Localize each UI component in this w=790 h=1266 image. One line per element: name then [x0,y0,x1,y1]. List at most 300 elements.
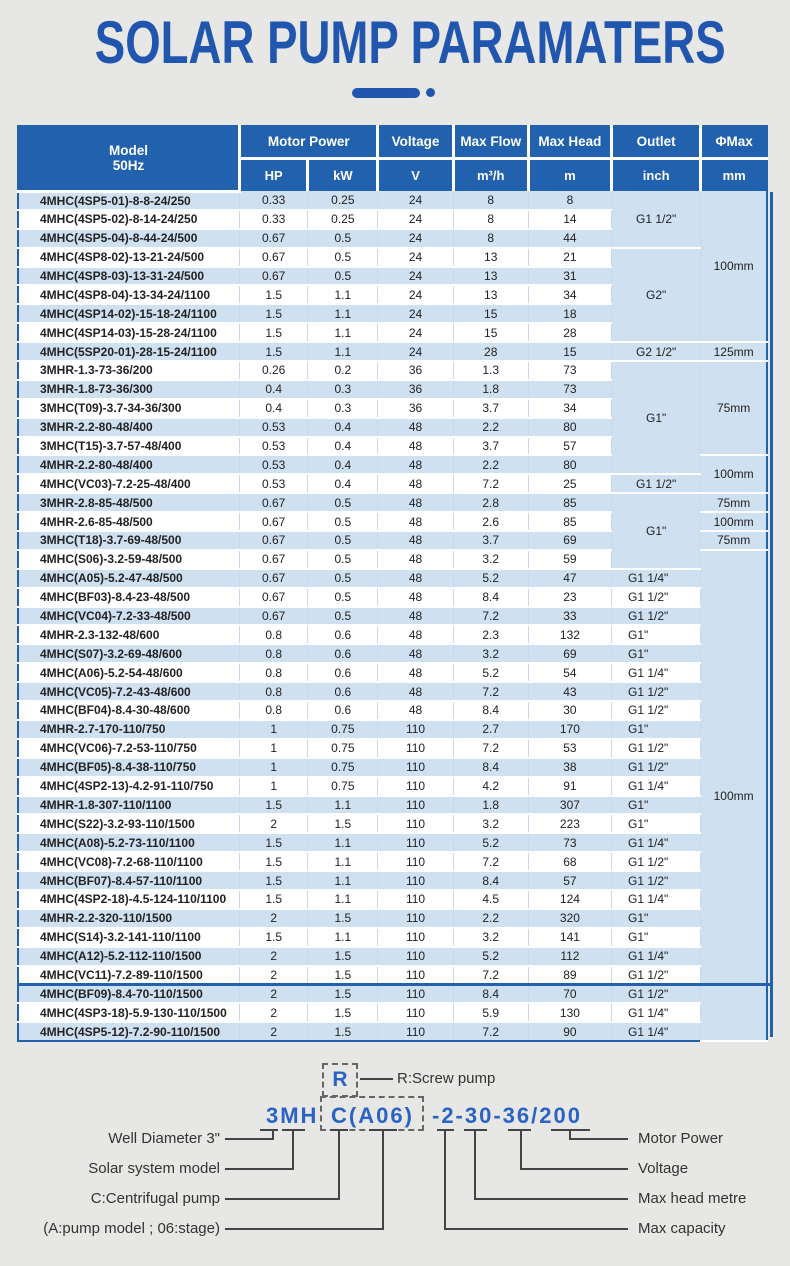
value-cell: 89 [528,966,611,985]
value-cell: 14 [528,210,611,229]
value-cell: 34 [528,399,611,418]
table-row [18,984,767,1003]
value-cell: 1.5 [308,1022,378,1041]
value-cell: 4.5 [453,890,528,909]
value-cell: 8 [528,191,611,210]
value-cell: 73 [528,380,611,399]
value-cell: 112 [528,947,611,966]
value-cell: 110 [378,928,453,947]
model-cell: 4MHC(VC05)-7.2-43-48/600 [18,682,240,701]
connector-line [225,1198,340,1200]
value-cell: 43 [528,682,611,701]
table-row [18,625,767,644]
value-cell: 0.75 [308,777,378,796]
outlet-cell: G1 1/4" [612,1022,701,1041]
value-cell: 0.67 [240,248,308,267]
value-cell: 8.4 [453,984,528,1003]
value-cell: 1.5 [240,852,308,871]
value-cell: 2.2 [453,455,528,474]
value-cell: 2.2 [453,418,528,437]
value-cell: 25 [528,474,611,493]
model-cell: 3MHR-2.2-80-48/400 [18,418,240,437]
legend-label-max-capacity: Max capacity [638,1220,726,1237]
value-cell: 7.2 [453,607,528,626]
model-cell: 4MHC(5SP20-01)-28-15-24/1100 [18,342,240,361]
model-cell: 4MHC(4SP8-02)-13-21-24/500 [18,248,240,267]
value-cell: 2 [240,1003,308,1022]
outlet-cell: G1 1/2" [612,474,701,493]
outlet-cell: G2" [612,248,701,342]
value-cell: 48 [378,437,453,456]
value-cell: 24 [378,304,453,323]
value-cell: 1.5 [240,304,308,323]
model-cell: 4MHC(VC03)-7.2-25-48/400 [18,474,240,493]
model-cell: 4MHC(4SP14-03)-15-28-24/1100 [18,323,240,342]
outlet-cell: G1" [612,625,701,644]
value-cell: 24 [378,342,453,361]
table-row [18,607,767,626]
value-cell: 0.67 [240,531,308,550]
outlet-cell: G1" [612,644,701,663]
outlet-cell: G1 1/2" [612,758,701,777]
value-cell: 0.53 [240,418,308,437]
value-cell: 2 [240,1022,308,1041]
header-hp: HP [240,158,308,191]
value-cell: 0.6 [308,644,378,663]
value-cell: 170 [528,720,611,739]
value-cell: 48 [378,625,453,644]
value-cell: 48 [378,474,453,493]
table-row [18,890,767,909]
value-cell: 24 [378,229,453,248]
value-cell: 0.67 [240,493,308,512]
value-cell: 48 [378,701,453,720]
value-cell: 0.67 [240,550,308,569]
value-cell: 110 [378,758,453,777]
value-cell: 0.5 [308,569,378,588]
legend-label-well-diameter: Well Diameter 3" [108,1130,220,1147]
connector-line [292,1131,294,1170]
value-cell: 7.2 [453,1022,528,1041]
model-cell: 4MHR-2.2-80-48/400 [18,455,240,474]
table-row [18,758,767,777]
phimax-cell: 125mm [701,342,767,361]
title-underline-bar [352,88,420,98]
value-cell: 0.2 [308,361,378,380]
value-cell: 80 [528,455,611,474]
outlet-cell: G1" [612,720,701,739]
outlet-cell: G1 1/4" [612,890,701,909]
value-cell: 1.1 [308,852,378,871]
page-title: SOLAR PUMP PARAMATERS [94,9,726,76]
model-cell: 4MHC(A06)-5.2-54-48/600 [18,663,240,682]
value-cell: 31 [528,267,611,286]
value-cell: 13 [453,267,528,286]
value-cell: 24 [378,191,453,210]
outlet-cell: G1 1/4" [612,1003,701,1022]
pump-table-body [18,191,767,1041]
value-cell: 130 [528,1003,611,1022]
model-cell: 4MHC(A05)-5.2-47-48/500 [18,569,240,588]
value-cell: 2.8 [453,493,528,512]
value-cell: 0.53 [240,474,308,493]
model-cell: 4MHC(S22)-3.2-93-110/1500 [18,814,240,833]
table-row [18,663,767,682]
value-cell: 0.53 [240,455,308,474]
header-phimax: ΦMax [701,126,767,158]
value-cell: 2 [240,947,308,966]
model-cell: 4MHC(4SP5-01)-8-8-24/250 [18,191,240,210]
connector-line [474,1198,628,1200]
value-cell: 132 [528,625,611,644]
header-mm: mm [701,158,767,191]
legend-label-solar-system-model: Solar system model [88,1160,220,1177]
outlet-cell: G1 1/4" [612,569,701,588]
value-cell: 3.2 [453,928,528,947]
table-row [18,928,767,947]
value-cell: 0.33 [240,210,308,229]
value-cell: 110 [378,890,453,909]
value-cell: 110 [378,833,453,852]
value-cell: 8 [453,210,528,229]
model-cell: 4MHC(4SP8-03)-13-31-24/500 [18,267,240,286]
value-cell: 48 [378,588,453,607]
value-cell: 1.5 [240,833,308,852]
value-cell: 1.1 [308,871,378,890]
value-cell: 320 [528,909,611,928]
value-cell: 0.4 [240,399,308,418]
screw-pump-letter: R [332,1068,348,1091]
value-cell: 0.4 [240,380,308,399]
value-cell: 110 [378,1022,453,1041]
value-cell: 44 [528,229,611,248]
value-cell: 1.1 [308,796,378,815]
value-cell: 110 [378,777,453,796]
value-cell: 8.4 [453,871,528,890]
connector-line [225,1138,274,1140]
value-cell: 54 [528,663,611,682]
value-cell: 85 [528,512,611,531]
header-kw: kW [308,158,378,191]
value-cell: 2 [240,984,308,1003]
value-cell: 1.1 [308,833,378,852]
phimax-cell: 100mm [701,191,767,342]
value-cell: 1 [240,720,308,739]
value-cell: 38 [528,758,611,777]
value-cell: 48 [378,607,453,626]
page-break-divider-line [17,983,771,986]
table-row [18,871,767,890]
header-model-line2: 50Hz [112,158,145,174]
phimax-cell: 100mm [701,455,767,493]
value-cell: 0.5 [308,531,378,550]
value-cell: 1.5 [240,285,308,304]
model-cell: 4MHC(VC04)-7.2-33-48/500 [18,607,240,626]
value-cell: 1.5 [308,909,378,928]
legend-label-voltage: Voltage [638,1160,689,1177]
table-row [18,191,767,210]
value-cell: 0.53 [240,437,308,456]
value-cell: 0.26 [240,361,308,380]
value-cell: 0.6 [308,625,378,644]
outlet-cell: G1 1/2" [612,871,701,890]
value-cell: 2 [240,814,308,833]
table-row [18,852,767,871]
connector-line [474,1131,476,1200]
outlet-cell: G1" [612,909,701,928]
model-cell: 4MHC(BF09)-8.4-70-110/1500 [18,984,240,1003]
value-cell: 1.1 [308,304,378,323]
value-cell: 0.5 [308,248,378,267]
value-cell: 3.7 [453,531,528,550]
value-cell: 1.5 [240,928,308,947]
outlet-cell: G1 1/2" [612,984,701,1003]
model-cell: 4MHC(4SP5-12)-7.2-90-110/1500 [40,1024,221,1039]
value-cell: 8 [453,191,528,210]
value-cell: 91 [528,777,611,796]
value-cell: 110 [378,852,453,871]
table-row [18,682,767,701]
model-cell: 4MHR-1.8-307-110/1100 [18,796,240,815]
phimax-cell: 100mm [701,550,767,1041]
value-cell: 24 [378,323,453,342]
table-row [18,644,767,663]
table-row [18,720,767,739]
value-cell: 69 [528,531,611,550]
value-cell: 0.8 [240,663,308,682]
value-cell: 3.7 [453,437,528,456]
phimax-cell: 100mm [701,512,767,531]
value-cell: 0.4 [308,474,378,493]
value-cell: 0.8 [240,644,308,663]
value-cell: 0.5 [308,607,378,626]
value-cell: 5.9 [453,1003,528,1022]
value-cell: 33 [528,607,611,626]
value-cell: 15 [453,304,528,323]
value-cell: 5.2 [453,569,528,588]
model-cell: 4MHC(BF03)-8.4-23-48/500 [18,588,240,607]
value-cell: 73 [528,361,611,380]
value-cell: 1.1 [308,285,378,304]
value-cell: 2.2 [453,909,528,928]
value-cell: 28 [528,323,611,342]
value-cell: 0.67 [240,512,308,531]
connector-line [520,1168,628,1170]
phimax-cell: 75mm [701,531,767,550]
table-row [18,796,767,815]
value-cell: 4.2 [453,777,528,796]
table-row [18,947,767,966]
value-cell: 24 [378,248,453,267]
outlet-cell: G1 1/2" [612,588,701,607]
table-row [18,1022,767,1041]
model-string-boxed: C(A06) [331,1103,414,1128]
model-cell: 4MHR-2.6-85-48/500 [18,512,240,531]
value-cell: 3.7 [453,399,528,418]
table-row [18,569,767,588]
model-cell: 4MHR-2.2-320-110/1500 [18,909,240,928]
model-cell: 4MHC(BF07)-8.4-57-110/1100 [18,871,240,890]
header-voltage: Voltage [378,126,453,158]
model-cell: 4MHC(4SP2-18)-4.5-124-110/1100 [18,890,240,909]
value-cell: 7.2 [453,682,528,701]
value-cell: 1.1 [308,928,378,947]
value-cell: 1 [240,739,308,758]
value-cell: 7.2 [453,739,528,758]
value-cell: 13 [453,248,528,267]
value-cell: 5.2 [453,663,528,682]
value-cell: 110 [378,1003,453,1022]
table-row [18,474,767,493]
model-cell: 4MHC(S06)-3.2-59-48/500 [18,550,240,569]
outlet-cell: G1" [612,796,701,815]
value-cell: 18 [528,304,611,323]
value-cell: 1.8 [453,380,528,399]
value-cell: 57 [528,437,611,456]
value-cell: 141 [528,928,611,947]
value-cell: 5.2 [453,833,528,852]
value-cell: 0.25 [308,191,378,210]
header-max-head: Max Head [528,126,611,158]
connector-line [444,1228,628,1230]
value-cell: 0.67 [240,607,308,626]
value-cell: 73 [528,833,611,852]
value-cell: 0.75 [308,720,378,739]
table-row [18,361,767,380]
value-cell: 0.5 [308,550,378,569]
table-row [18,814,767,833]
value-cell: 2.7 [453,720,528,739]
value-cell: 0.8 [240,682,308,701]
value-cell: 0.75 [308,739,378,758]
value-cell: 48 [378,682,453,701]
outlet-cell: G1 1/4" [612,663,701,682]
value-cell: 53 [528,739,611,758]
table-right-edge-line [770,192,773,1037]
model-cell: 4MHC(BF04)-8.4-30-48/600 [18,701,240,720]
value-cell: 1.5 [308,1003,378,1022]
pump-parameters-table [17,125,768,1042]
value-cell: 2.3 [453,625,528,644]
value-cell: 0.5 [308,493,378,512]
connector-line [225,1228,384,1230]
table-row [18,909,767,928]
header-inch: inch [612,158,701,191]
value-cell: 0.5 [308,512,378,531]
value-cell: 8 [453,229,528,248]
value-cell: 0.67 [240,588,308,607]
value-cell: 3.2 [453,550,528,569]
value-cell: 0.67 [240,267,308,286]
value-cell: 0.3 [308,380,378,399]
value-cell: 0.4 [308,437,378,456]
value-cell: 59 [528,550,611,569]
table-row [18,739,767,758]
value-cell: 0.4 [308,455,378,474]
connector-line [225,1168,294,1170]
value-cell: 24 [378,210,453,229]
value-cell: 0.6 [308,663,378,682]
model-cell: 4MHC(A08)-5.2-73-110/1100 [18,833,240,852]
value-cell: 1.5 [308,984,378,1003]
value-cell: 0.3 [308,399,378,418]
value-cell: 0.5 [308,229,378,248]
value-cell: 21 [528,248,611,267]
tick-bar [260,1129,278,1131]
table-row [18,342,767,361]
value-cell: 2.6 [453,512,528,531]
value-cell: 70 [528,984,611,1003]
value-cell: 69 [528,644,611,663]
table-row [18,493,767,512]
value-cell: 24 [378,267,453,286]
value-cell: 48 [378,644,453,663]
header-outlet: Outlet [612,126,701,158]
value-cell: 0.33 [240,191,308,210]
value-cell: 110 [378,871,453,890]
value-cell: 0.6 [308,682,378,701]
value-cell: 90 [528,1022,611,1041]
value-cell: 0.75 [308,758,378,777]
value-cell: 3.2 [453,644,528,663]
outlet-cell: G2 1/2" [612,342,701,361]
value-cell: 110 [378,814,453,833]
value-cell: 1.1 [308,890,378,909]
value-cell: 85 [528,493,611,512]
value-cell: 15 [528,342,611,361]
value-cell: 68 [528,852,611,871]
legend-label-pump-model-stage: (A:pump model ; 06:stage) [43,1220,220,1237]
model-cell: 4MHC(4SP3-18)-5.9-130-110/1500 [18,1003,240,1022]
value-cell: 1.5 [308,947,378,966]
table-row [18,248,767,267]
value-cell: 1.5 [308,814,378,833]
connector-line [569,1138,628,1140]
outlet-cell: G1" [612,814,701,833]
value-cell: 0.4 [308,418,378,437]
value-cell: 5.2 [453,947,528,966]
value-cell: 0.5 [308,588,378,607]
value-cell: 2 [240,966,308,985]
value-cell: 110 [378,796,453,815]
value-cell: 8.4 [453,588,528,607]
model-cell: 3MHC(T15)-3.7-57-48/400 [18,437,240,456]
model-cell: 3MHR-1.3-73-36/200 [18,361,240,380]
value-cell: 34 [528,285,611,304]
value-cell: 1.5 [308,966,378,985]
outlet-cell: G1 1/4" [612,947,701,966]
value-cell: 48 [378,455,453,474]
header-v: V [378,158,453,191]
value-cell: 1.5 [240,342,308,361]
title-underline-dot [426,88,435,97]
value-cell: 223 [528,814,611,833]
value-cell: 124 [528,890,611,909]
outlet-cell: G1" [612,928,701,947]
table-row [18,588,767,607]
value-cell: 0.5 [308,267,378,286]
screw-pump-label: R:Screw pump [397,1070,496,1087]
header-model-line1: Model [109,143,149,159]
table-row [18,701,767,720]
value-cell: 48 [378,569,453,588]
header-m3h: m³/h [453,158,528,191]
value-cell: 1.5 [240,871,308,890]
value-cell: 1.8 [453,796,528,815]
model-cell: 4MHC(4SP14-02)-15-18-24/1100 [18,304,240,323]
connector-line [382,1131,384,1230]
value-cell: 110 [378,739,453,758]
